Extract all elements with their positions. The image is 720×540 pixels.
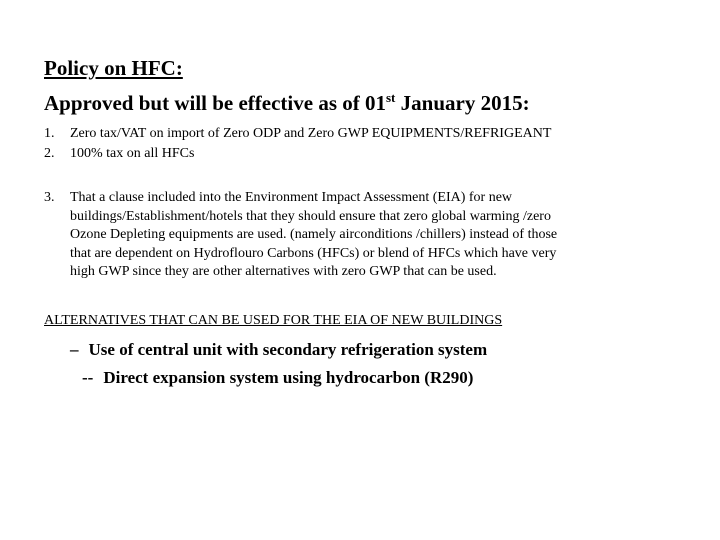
- list-item-number: 1.: [44, 126, 55, 141]
- subtitle-main: Approved but will be effective as of 01: [44, 91, 386, 115]
- clause-line: that are dependent on Hydroflouro Carbons (HFCs) or blend of HFCs which have very: [70, 245, 557, 261]
- dash-bullet: –: [70, 340, 79, 359]
- alternative-text: Direct expansion system using hydrocarbon (R290): [103, 368, 474, 387]
- list-item-text: Zero tax/VAT on import of Zero ODP and Zero GWP EQUIPMENTS/REFRIGEANT: [70, 126, 552, 141]
- list-item-number: 2.: [44, 146, 55, 161]
- numbered-list: [44, 124, 551, 164]
- list-item-text: 100% tax on all HFCs: [70, 146, 195, 161]
- dash-bullet: --: [82, 368, 94, 387]
- clause-line: buildings/Establishment/hotels that they should ensure that zero global warming /zero: [70, 208, 551, 224]
- clause-line: That a clause included into the Environment Impact Assessment (EIA) for new: [70, 190, 513, 205]
- alternative-item: [70, 340, 487, 360]
- clause-line: Ozone Depleting equipments are used. (namely airconditions /chillers) instead of those: [70, 227, 558, 242]
- clause-number: 3.: [44, 190, 55, 205]
- clause-paragraph: [44, 189, 684, 282]
- list-item: [44, 144, 551, 164]
- alternative-item: [82, 368, 473, 388]
- alternative-text: Use of central unit with secondary refrigeration system: [88, 340, 488, 359]
- subtitle-end: January 2015:: [395, 91, 530, 115]
- policy-title: Policy on HFC:: [44, 56, 183, 80]
- list-item: [44, 124, 551, 144]
- clause-line: high GWP since they are other alternatives with zero GWP that can be used.: [70, 264, 497, 279]
- policy-subtitle: [44, 91, 530, 115]
- alternatives-title: ALTERNATIVES THAT CAN BE USED FOR THE EIA OF NEW BUILDINGS: [44, 313, 503, 328]
- subtitle-superscript: st: [386, 90, 396, 105]
